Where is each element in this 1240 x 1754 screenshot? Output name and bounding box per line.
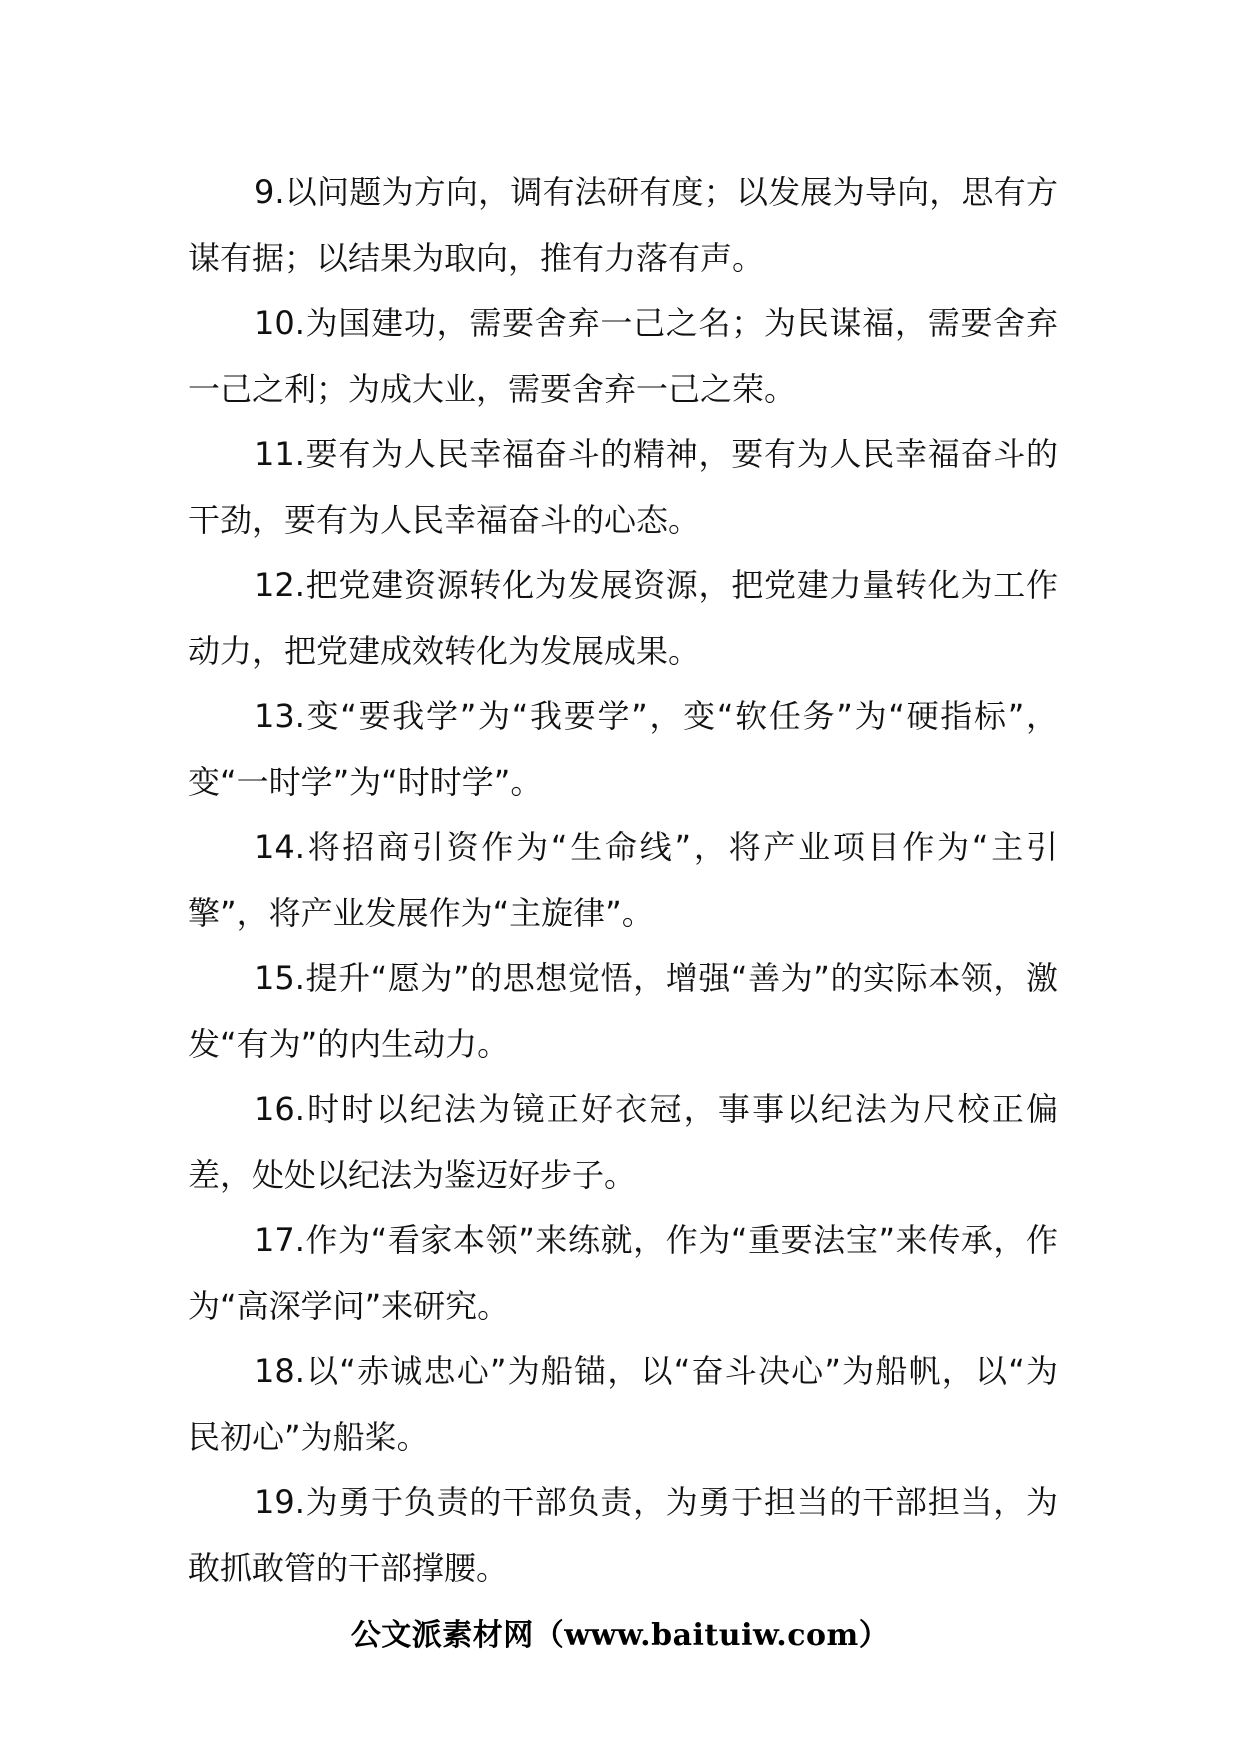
paragraph-item-19: 19.为勇于负责的干部负责，为勇于担当的干部担当，为敢抓敢管的干部撑腰。 xyxy=(188,1483,1058,1587)
paragraph-item-17: 17.作为“看家本领”来练就，作为“重要法宝”来传承，作为“高深学问”来研究。 xyxy=(188,1221,1058,1325)
document-body xyxy=(188,160,1058,1601)
paragraph-item-12: 12.把党建资源转化为发展资源，把党建力量转化为工作动力，把党建成效转化为发展成果。 xyxy=(188,566,1058,670)
paragraph-item-13: 13.变“要我学”为“我要学”，变“软任务”为“硬指标”，变“一时学”为“时时学”。 xyxy=(188,697,1058,801)
paragraph-item-15: 15.提升“愿为”的思想觉悟，增强“善为”的实际本领，激发“有为”的内生动力。 xyxy=(188,959,1058,1063)
paragraph-item-11: 11.要有为人民幸福奋斗的精神，要有为人民幸福奋斗的干劲，要有为人民幸福奋斗的心态。 xyxy=(188,435,1058,539)
paragraph-item-18: 18.以“赤诚忠心”为船锚，以“奋斗决心”为船帆，以“为民初心”为船桨。 xyxy=(188,1352,1058,1456)
paragraph-item-16: 16.时时以纪法为镜正好衣冠，事事以纪法为尺校正偏差，处处以纪法为鉴迈好步子。 xyxy=(188,1090,1058,1194)
paragraph-item-9: 9.以问题为方向，调有法研有度；以发展为导向，思有方谋有据；以结果为取向，推有力落有声。 xyxy=(188,173,1058,277)
paragraph-item-10: 10.为国建功，需要舍弃一己之名；为民谋福，需要舍弃一己之利；为成大业，需要舍弃一己之荣。 xyxy=(188,304,1058,408)
source-footer: 公文派素材网（www.baituiw.com） xyxy=(350,1618,890,1653)
paragraph-item-14: 14.将招商引资作为“生命线”，将产业项目作为“主引擎”，将产业发展作为“主旋律”。 xyxy=(188,828,1058,932)
